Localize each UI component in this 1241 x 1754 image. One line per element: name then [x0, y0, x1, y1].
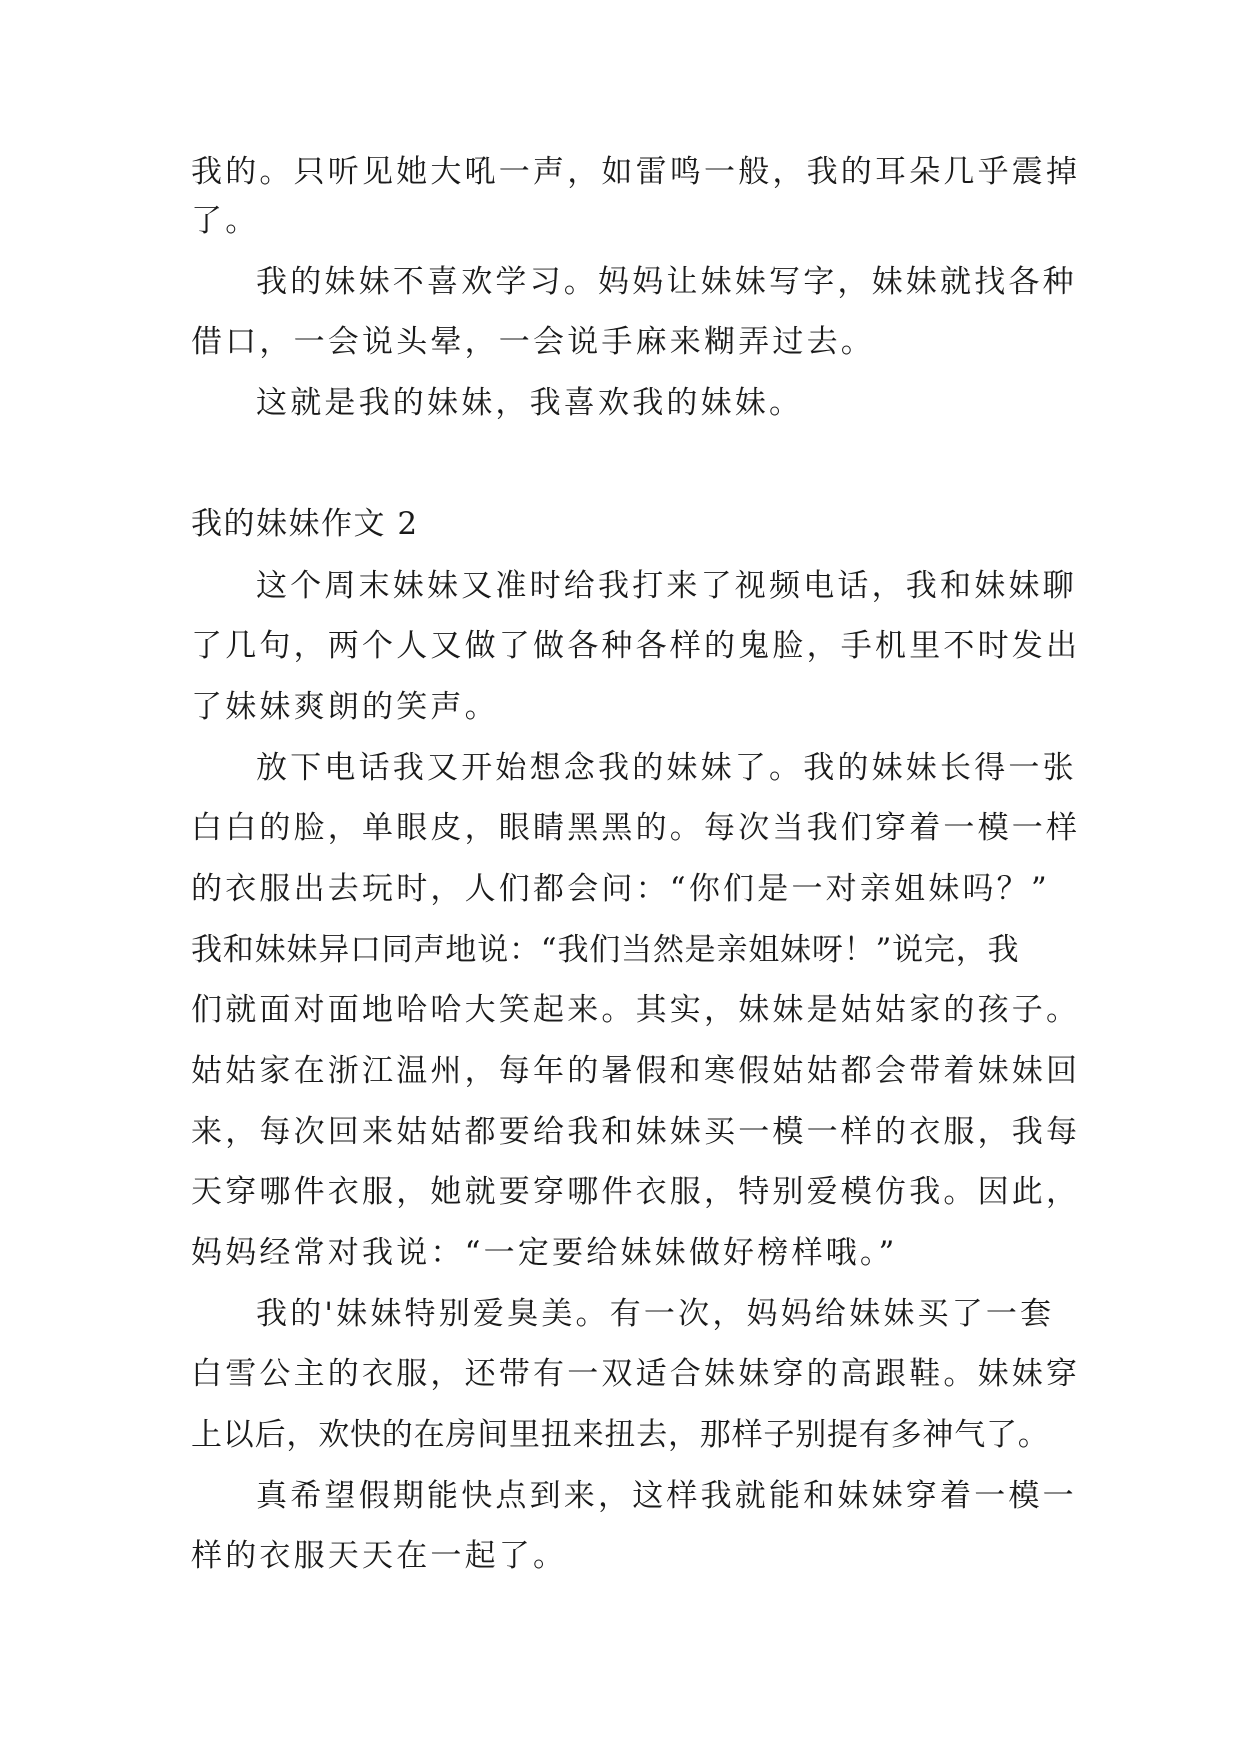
text-line: 放下电话我又开始想念我的妹妹了。我的妹妹长得一张	[256, 750, 1077, 786]
text-line: 我的。只听见她大吼一声，如雷鸣一般，我的耳朵几乎震掉	[191, 154, 1081, 190]
text-line: 我和妹妹异口同声地说：“我们当然是亲姐妹呀！”说完，我	[191, 932, 1020, 968]
text-line: 来，每次回来姑姑都要给我和妹妹买一模一样的衣服，我每	[191, 1114, 1081, 1150]
text-line: 我的妹妹不喜欢学习。妈妈让妹妹写字，妹妹就找各种	[256, 264, 1077, 300]
text-line: 姑姑家在浙江温州，每年的暑假和寒假姑姑都会带着妹妹回	[191, 1053, 1081, 1089]
text-line: 样的衣服天天在一起了。	[191, 1538, 568, 1574]
section-heading: 我的妹妹作文 2	[191, 506, 419, 542]
text-line: 上以后，欢快的在房间里扭来扭去，那样子别提有多神气了。	[191, 1417, 1050, 1453]
text-line: 的衣服出去玩时，人们都会问：“你们是一对亲姐妹吗？”	[191, 871, 1050, 907]
text-line: 妈妈经常对我说：“一定要给妹妹做好榜样哦。”	[191, 1235, 898, 1271]
text-line: 们就面对面地哈哈大笑起来。其实，妹妹是姑姑家的孩子。	[191, 992, 1081, 1028]
text-line: 天穿哪件衣服，她就要穿哪件衣服，特别爱模仿我。因此，	[191, 1174, 1081, 1210]
text-line: 真希望假期能快点到来，这样我就能和妹妹穿着一模一	[256, 1478, 1077, 1514]
text-line: 这个周末妹妹又准时给我打来了视频电话，我和妹妹聊	[256, 568, 1077, 604]
text-line: 白白的脸，单眼皮，眼睛黑黑的。每次当我们穿着一模一样	[191, 810, 1081, 846]
text-line: 这就是我的妹妹，我喜欢我的妹妹。	[256, 385, 804, 421]
text-line: 我的'妹妹特别爱臭美。有一次，妈妈给妹妹买了一套	[256, 1296, 1055, 1332]
text-line: 借口，一会说头晕，一会说手麻来糊弄过去。	[191, 324, 875, 360]
text-line: 了几句，两个人又做了做各种各样的鬼脸，手机里不时发出	[191, 628, 1081, 664]
text-line: 白雪公主的衣服，还带有一双适合妹妹穿的高跟鞋。妹妹穿	[191, 1356, 1081, 1392]
text-line: 了。	[191, 203, 260, 239]
text-line: 了妹妹爽朗的笑声。	[191, 689, 499, 725]
